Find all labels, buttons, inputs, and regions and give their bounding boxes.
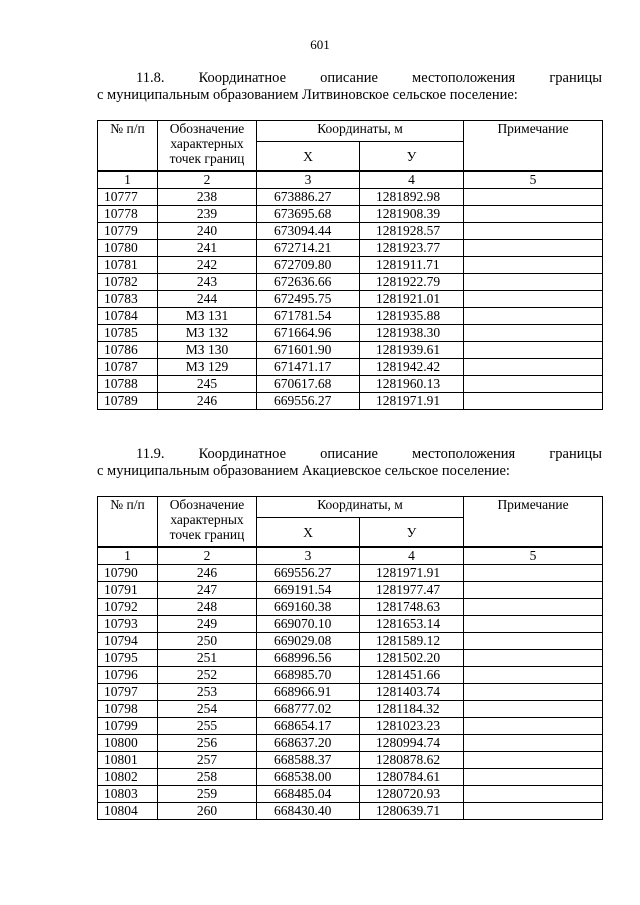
cell-y: 1281935.88	[360, 308, 464, 325]
table-row	[98, 582, 603, 599]
column-number: 3	[257, 547, 360, 565]
cell-num: 10780	[98, 240, 158, 257]
column-number: 1	[98, 547, 158, 565]
table-row	[98, 393, 603, 410]
header-x: X	[257, 518, 360, 548]
cell-designation: 252	[158, 667, 257, 684]
header-note: Примечание	[464, 121, 603, 172]
cell-x: 669070.10	[257, 616, 360, 633]
cell-num: 10779	[98, 223, 158, 240]
header-x: X	[257, 142, 360, 172]
cell-designation: 257	[158, 752, 257, 769]
cell-note	[464, 667, 603, 684]
table-row	[98, 786, 603, 803]
cell-note	[464, 342, 603, 359]
cell-x: 669556.27	[257, 565, 360, 582]
cell-y: 1280784.61	[360, 769, 464, 786]
cell-designation: 239	[158, 206, 257, 223]
cell-note	[464, 599, 603, 616]
cell-y: 1281184.32	[360, 701, 464, 718]
cell-num: 10789	[98, 393, 158, 410]
cell-num: 10793	[98, 616, 158, 633]
cell-y: 1281977.47	[360, 582, 464, 599]
column-number: 4	[360, 547, 464, 565]
cell-num: 10803	[98, 786, 158, 803]
cell-designation: МЗ 129	[158, 359, 257, 376]
cell-note	[464, 206, 603, 223]
header-num: № п/п	[98, 121, 158, 172]
cell-y: 1281023.23	[360, 718, 464, 735]
cell-designation: 251	[158, 650, 257, 667]
table-row	[98, 616, 603, 633]
cell-note	[464, 633, 603, 650]
cell-y: 1281942.42	[360, 359, 464, 376]
column-number-row	[98, 171, 603, 189]
cell-x: 671471.17	[257, 359, 360, 376]
heading-word: границы	[549, 70, 602, 86]
header-y: У	[360, 142, 464, 172]
cell-note	[464, 565, 603, 582]
cell-num: 10783	[98, 291, 158, 308]
table-row	[98, 769, 603, 786]
cell-x: 672709.80	[257, 257, 360, 274]
cell-x: 668777.02	[257, 701, 360, 718]
cell-x: 671664.96	[257, 325, 360, 342]
cell-x: 669191.54	[257, 582, 360, 599]
cell-designation: 238	[158, 189, 257, 206]
cell-y: 1281911.71	[360, 257, 464, 274]
cell-y: 1281938.30	[360, 325, 464, 342]
cell-note	[464, 786, 603, 803]
table-row	[98, 342, 603, 359]
cell-num: 10791	[98, 582, 158, 599]
cell-note	[464, 803, 603, 820]
cell-x: 668654.17	[257, 718, 360, 735]
cell-designation: 249	[158, 616, 257, 633]
table-row	[98, 376, 603, 393]
cell-y: 1281403.74	[360, 684, 464, 701]
cell-designation: 246	[158, 565, 257, 582]
heading-word: Координатное	[198, 446, 287, 462]
cell-num: 10802	[98, 769, 158, 786]
table-row	[98, 206, 603, 223]
table-row	[98, 599, 603, 616]
cell-x: 672714.21	[257, 240, 360, 257]
cell-num: 10804	[98, 803, 158, 820]
cell-y: 1280720.93	[360, 786, 464, 803]
cell-y: 1281971.91	[360, 565, 464, 582]
cell-y: 1281653.14	[360, 616, 464, 633]
heading-word: местоположения	[412, 70, 516, 86]
cell-num: 10794	[98, 633, 158, 650]
cell-num: 10800	[98, 735, 158, 752]
cell-y: 1281960.13	[360, 376, 464, 393]
cell-num: 10798	[98, 701, 158, 718]
cell-note	[464, 650, 603, 667]
cell-note	[464, 393, 603, 410]
cell-num: 10796	[98, 667, 158, 684]
cell-designation: 253	[158, 684, 257, 701]
table-row	[98, 325, 603, 342]
cell-designation: 242	[158, 257, 257, 274]
cell-designation: 244	[158, 291, 257, 308]
cell-y: 1281922.79	[360, 274, 464, 291]
heading-word: Координатное	[198, 70, 287, 86]
cell-y: 1281892.98	[360, 189, 464, 206]
cell-y: 1280878.62	[360, 752, 464, 769]
header-coordinates: Координаты, м	[257, 121, 464, 142]
table-row	[98, 752, 603, 769]
cell-num: 10786	[98, 342, 158, 359]
cell-designation: 248	[158, 599, 257, 616]
cell-num: 10792	[98, 599, 158, 616]
cell-x: 668588.37	[257, 752, 360, 769]
cell-num: 10781	[98, 257, 158, 274]
coordinates-table-11-8	[97, 120, 603, 410]
cell-designation: 245	[158, 376, 257, 393]
cell-note	[464, 718, 603, 735]
coordinates-table-11-9	[97, 496, 603, 820]
heading-line-2: с муниципальным образованием Акациевское сельское поселение:	[97, 463, 510, 479]
cell-note	[464, 240, 603, 257]
cell-y: 1281589.12	[360, 633, 464, 650]
cell-y: 1281502.20	[360, 650, 464, 667]
column-number-row	[98, 547, 603, 565]
cell-note	[464, 684, 603, 701]
header-coordinates: Координаты, м	[257, 497, 464, 518]
cell-num: 10788	[98, 376, 158, 393]
cell-y: 1280994.74	[360, 735, 464, 752]
table-row	[98, 257, 603, 274]
header-y: У	[360, 518, 464, 548]
cell-designation: МЗ 130	[158, 342, 257, 359]
column-number: 1	[98, 171, 158, 189]
cell-num: 10778	[98, 206, 158, 223]
heading-word: границы	[549, 446, 602, 462]
cell-y: 1281908.39	[360, 206, 464, 223]
cell-designation: 259	[158, 786, 257, 803]
table-row	[98, 650, 603, 667]
cell-note	[464, 325, 603, 342]
table-row	[98, 240, 603, 257]
section-number: 11.9.	[136, 446, 165, 462]
cell-note	[464, 769, 603, 786]
cell-note	[464, 701, 603, 718]
column-number: 2	[158, 547, 257, 565]
cell-num: 10777	[98, 189, 158, 206]
table-row	[98, 189, 603, 206]
cell-y: 1281971.91	[360, 393, 464, 410]
table-row	[98, 803, 603, 820]
cell-y: 1281928.57	[360, 223, 464, 240]
cell-x: 670617.68	[257, 376, 360, 393]
column-number: 2	[158, 171, 257, 189]
cell-designation: МЗ 132	[158, 325, 257, 342]
table-row	[98, 684, 603, 701]
cell-x: 668966.91	[257, 684, 360, 701]
table-row	[98, 223, 603, 240]
column-number: 5	[464, 171, 603, 189]
heading-word: описание	[320, 446, 378, 462]
cell-note	[464, 616, 603, 633]
page-number: 601	[310, 37, 330, 52]
table-body	[98, 171, 603, 410]
cell-y: 1281923.77	[360, 240, 464, 257]
cell-designation: 240	[158, 223, 257, 240]
cell-num: 10797	[98, 684, 158, 701]
table-row	[98, 274, 603, 291]
cell-note	[464, 359, 603, 376]
cell-designation: 254	[158, 701, 257, 718]
cell-x: 673695.68	[257, 206, 360, 223]
cell-num: 10801	[98, 752, 158, 769]
cell-note	[464, 752, 603, 769]
cell-designation: 260	[158, 803, 257, 820]
table-row	[98, 718, 603, 735]
cell-y: 1281748.63	[360, 599, 464, 616]
header-designation: Обозначение характерных точек границ	[158, 121, 257, 172]
cell-x: 671601.90	[257, 342, 360, 359]
cell-num: 10790	[98, 565, 158, 582]
column-number: 5	[464, 547, 603, 565]
cell-x: 673094.44	[257, 223, 360, 240]
table-row	[98, 633, 603, 650]
section-number: 11.8.	[136, 70, 165, 86]
section-heading-11-9	[97, 446, 602, 480]
cell-note	[464, 274, 603, 291]
cell-x: 668996.56	[257, 650, 360, 667]
cell-x: 668637.20	[257, 735, 360, 752]
cell-x: 673886.27	[257, 189, 360, 206]
cell-designation: 241	[158, 240, 257, 257]
heading-line-2: с муниципальным образованием Литвиновское сельское поселение:	[97, 87, 518, 103]
cell-x: 672495.75	[257, 291, 360, 308]
cell-note	[464, 582, 603, 599]
cell-note	[464, 376, 603, 393]
table-row	[98, 291, 603, 308]
cell-x: 668985.70	[257, 667, 360, 684]
table-row	[98, 701, 603, 718]
cell-designation: МЗ 131	[158, 308, 257, 325]
cell-x: 668538.00	[257, 769, 360, 786]
cell-num: 10795	[98, 650, 158, 667]
cell-designation: 247	[158, 582, 257, 599]
column-number: 4	[360, 171, 464, 189]
table-row	[98, 667, 603, 684]
cell-note	[464, 189, 603, 206]
table-row	[98, 735, 603, 752]
cell-x: 668430.40	[257, 803, 360, 820]
cell-num: 10787	[98, 359, 158, 376]
column-number: 3	[257, 171, 360, 189]
cell-designation: 255	[158, 718, 257, 735]
cell-y: 1280639.71	[360, 803, 464, 820]
cell-y: 1281939.61	[360, 342, 464, 359]
cell-x: 672636.66	[257, 274, 360, 291]
cell-x: 671781.54	[257, 308, 360, 325]
section-heading-11-8	[97, 70, 602, 104]
cell-note	[464, 291, 603, 308]
cell-x: 669556.27	[257, 393, 360, 410]
table-body	[98, 547, 603, 820]
cell-x: 669029.08	[257, 633, 360, 650]
cell-num: 10799	[98, 718, 158, 735]
cell-note	[464, 735, 603, 752]
cell-designation: 256	[158, 735, 257, 752]
cell-designation: 246	[158, 393, 257, 410]
table-row	[98, 565, 603, 582]
cell-num: 10784	[98, 308, 158, 325]
cell-num: 10785	[98, 325, 158, 342]
cell-designation: 250	[158, 633, 257, 650]
table-row	[98, 308, 603, 325]
cell-x: 669160.38	[257, 599, 360, 616]
cell-y: 1281921.01	[360, 291, 464, 308]
cell-designation: 243	[158, 274, 257, 291]
heading-word: описание	[320, 70, 378, 86]
cell-note	[464, 308, 603, 325]
table-row	[98, 359, 603, 376]
header-note: Примечание	[464, 497, 603, 548]
cell-x: 668485.04	[257, 786, 360, 803]
heading-word: местоположения	[412, 446, 516, 462]
header-num: № п/п	[98, 497, 158, 548]
cell-y: 1281451.66	[360, 667, 464, 684]
cell-designation: 258	[158, 769, 257, 786]
cell-num: 10782	[98, 274, 158, 291]
cell-note	[464, 257, 603, 274]
header-designation: Обозначение характерных точек границ	[158, 497, 257, 548]
cell-note	[464, 223, 603, 240]
